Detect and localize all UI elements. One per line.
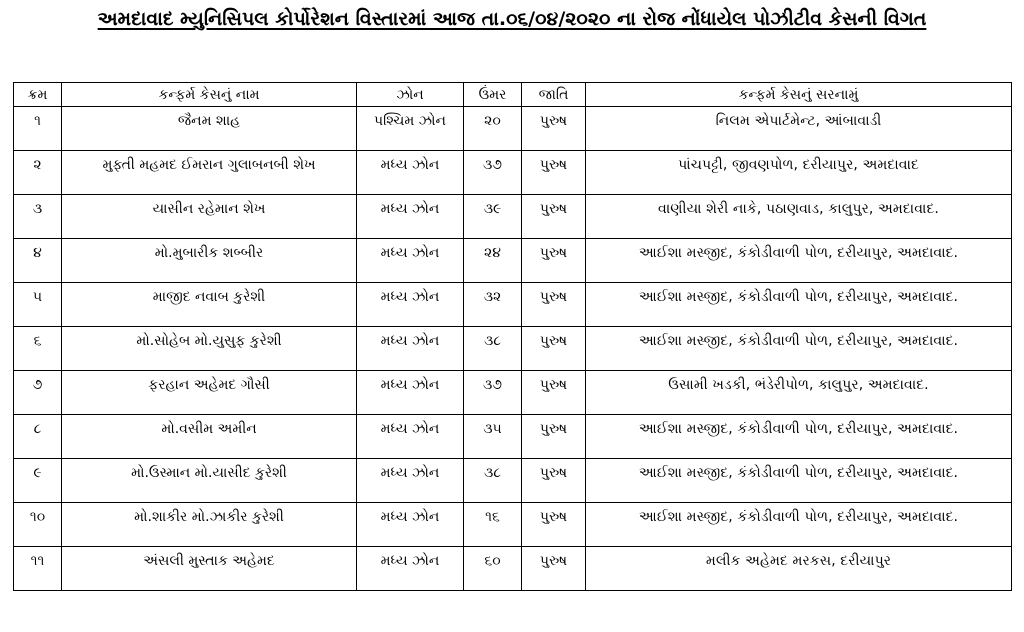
cell-gender: પુરુષ	[522, 283, 586, 327]
cell-zone: મધ્ય ઝોન	[357, 239, 464, 283]
cell-name: મો.મુબારીક શબ્બીર	[62, 239, 357, 283]
cell-age: ૬૦	[464, 547, 522, 591]
cell-address: આઈશા મસ્જીદ, કંકોડીવાળી પોળ, દરીયાપુર, અમદાવાદ.	[586, 503, 1012, 547]
table-body	[14, 107, 1012, 591]
table-row	[14, 239, 1012, 283]
table-row	[14, 107, 1012, 151]
positive-cases-table	[13, 82, 1012, 591]
cell-zone: મધ્ય ઝોન	[357, 371, 464, 415]
cell-name: મો.ઉસ્માન મો.યાસીદ કુરેશી	[62, 459, 357, 503]
cell-serial: ૫	[14, 283, 62, 327]
cell-address: આઈશા મસ્જીદ, કંકોડીવાળી પોળ, દરીયાપુર, અમદાવાદ.	[586, 283, 1012, 327]
cell-serial: ૧૧	[14, 547, 62, 591]
cell-address: આઈશા મસ્જીદ, કંકોડીવાળી પોળ, દરીયાપુર, અમદાવાદ.	[586, 459, 1012, 503]
cell-address: ઉસામી ખડકી, ભંડેરીપોળ, કાલુપુર, અમદાવાદ.	[586, 371, 1012, 415]
cell-age: ૩૮	[464, 459, 522, 503]
cell-zone: મધ્ય ઝોન	[357, 459, 464, 503]
cell-address: આઈશા મસ્જીદ, કંકોડીવાળી પોળ, દરીયાપુર, અમદાવાદ.	[586, 239, 1012, 283]
cell-name: મો.શાકીર મો.ઝાકીર કુરેશી	[62, 503, 357, 547]
header-row	[14, 83, 1012, 107]
cell-zone: મધ્ય ઝોન	[357, 547, 464, 591]
table-row	[14, 327, 1012, 371]
header-address: કન્ફર્મ કેસનું સરનામું	[586, 83, 1012, 107]
header-zone: ઝોન	[357, 83, 464, 107]
cell-gender: પુરુષ	[522, 151, 586, 195]
cell-name: મુફ્તી મહમદ ઈમરાન ગુલાબનબી શેખ	[62, 151, 357, 195]
cell-serial: ૭	[14, 371, 62, 415]
table-row	[14, 459, 1012, 503]
cell-gender: પુરુષ	[522, 503, 586, 547]
cell-age: ૩૭	[464, 151, 522, 195]
cell-zone: પશ્ચિમ ઝોન	[357, 107, 464, 151]
document-title	[0, 6, 1024, 32]
cell-name: મો.વસીમ અમીન	[62, 415, 357, 459]
cell-gender: પુરુષ	[522, 415, 586, 459]
table-row	[14, 195, 1012, 239]
cell-address: પાંચપટ્ટી, જીવણપોળ, દરીયાપુર, અમદાવાદ	[586, 151, 1012, 195]
cell-zone: મધ્ય ઝોન	[357, 195, 464, 239]
cell-serial: ૪	[14, 239, 62, 283]
table-row	[14, 283, 1012, 327]
header-age: ઉંમર	[464, 83, 522, 107]
table-row	[14, 503, 1012, 547]
document-title-text: અમદાવાદ મ્યુનિસિપલ કોર્પોરેશન વિસ્તારમાં આજ તા.૦૬/૦૪/૨૦૨૦ ના રોજ નોંધાયેલ પોઝીટીવ કેસની વિગત	[97, 8, 927, 30]
table-row	[14, 151, 1012, 195]
table-row	[14, 371, 1012, 415]
cell-serial: ૩	[14, 195, 62, 239]
cell-gender: પુરુષ	[522, 547, 586, 591]
cell-serial: ૧	[14, 107, 62, 151]
cell-address: નિલમ એપાર્ટમેન્ટ, આંબાવાડી	[586, 107, 1012, 151]
cell-gender: પુરુષ	[522, 371, 586, 415]
cell-age: ૩૫	[464, 415, 522, 459]
cell-address: આઈશા મસ્જીદ, કંકોડીવાળી પોળ, દરીયાપુર, અમદાવાદ.	[586, 415, 1012, 459]
cell-gender: પુરુષ	[522, 107, 586, 151]
table-row	[14, 547, 1012, 591]
cell-address: મલીક અહેમદ મરકસ, દરીયાપુર	[586, 547, 1012, 591]
cell-gender: પુરુષ	[522, 195, 586, 239]
cell-serial: ૯	[14, 459, 62, 503]
cell-age: ૩૯	[464, 195, 522, 239]
cell-serial: ૧૦	[14, 503, 62, 547]
cell-age: ૩૮	[464, 327, 522, 371]
cell-serial: ૮	[14, 415, 62, 459]
cell-gender: પુરુષ	[522, 327, 586, 371]
table-row	[14, 415, 1012, 459]
cell-zone: મધ્ય ઝોન	[357, 283, 464, 327]
table-header	[14, 83, 1012, 107]
cell-address: વાણીયા શેરી નાકે, પઠાણવાડ, કાલુપુર, અમદાવાદ.	[586, 195, 1012, 239]
cell-name: અંસલી મુસ્તાક અહેમદ	[62, 547, 357, 591]
cell-age: ૧૬	[464, 503, 522, 547]
cell-gender: પુરુષ	[522, 239, 586, 283]
cell-zone: મધ્ય ઝોન	[357, 415, 464, 459]
cell-serial: ૨	[14, 151, 62, 195]
cell-name: ફરહાન અહેમદ ગૌસી	[62, 371, 357, 415]
header-name: કન્ફર્મ કેસનું નામ	[62, 83, 357, 107]
cell-address: આઈશા મસ્જીદ, કંકોડીવાળી પોળ, દરીયાપુર, અમદાવાદ.	[586, 327, 1012, 371]
cell-age: ૨૪	[464, 239, 522, 283]
cell-name: મો.સોહેબ મો.યુસુફ કુરેશી	[62, 327, 357, 371]
cell-age: ૨૦	[464, 107, 522, 151]
cell-age: ૩૭	[464, 371, 522, 415]
cell-serial: ૬	[14, 327, 62, 371]
cell-zone: મધ્ય ઝોન	[357, 151, 464, 195]
cell-zone: મધ્ય ઝોન	[357, 327, 464, 371]
header-gender: જાતિ	[522, 83, 586, 107]
cell-gender: પુરુષ	[522, 459, 586, 503]
cell-name: જૈનમ શાહ	[62, 107, 357, 151]
cell-zone: મધ્ય ઝોન	[357, 503, 464, 547]
header-serial: ક્રમ	[14, 83, 62, 107]
cell-name: યાસીન રહેમાન શેખ	[62, 195, 357, 239]
cell-name: માજીદ નવાબ કુરેશી	[62, 283, 357, 327]
cell-age: ૩૨	[464, 283, 522, 327]
